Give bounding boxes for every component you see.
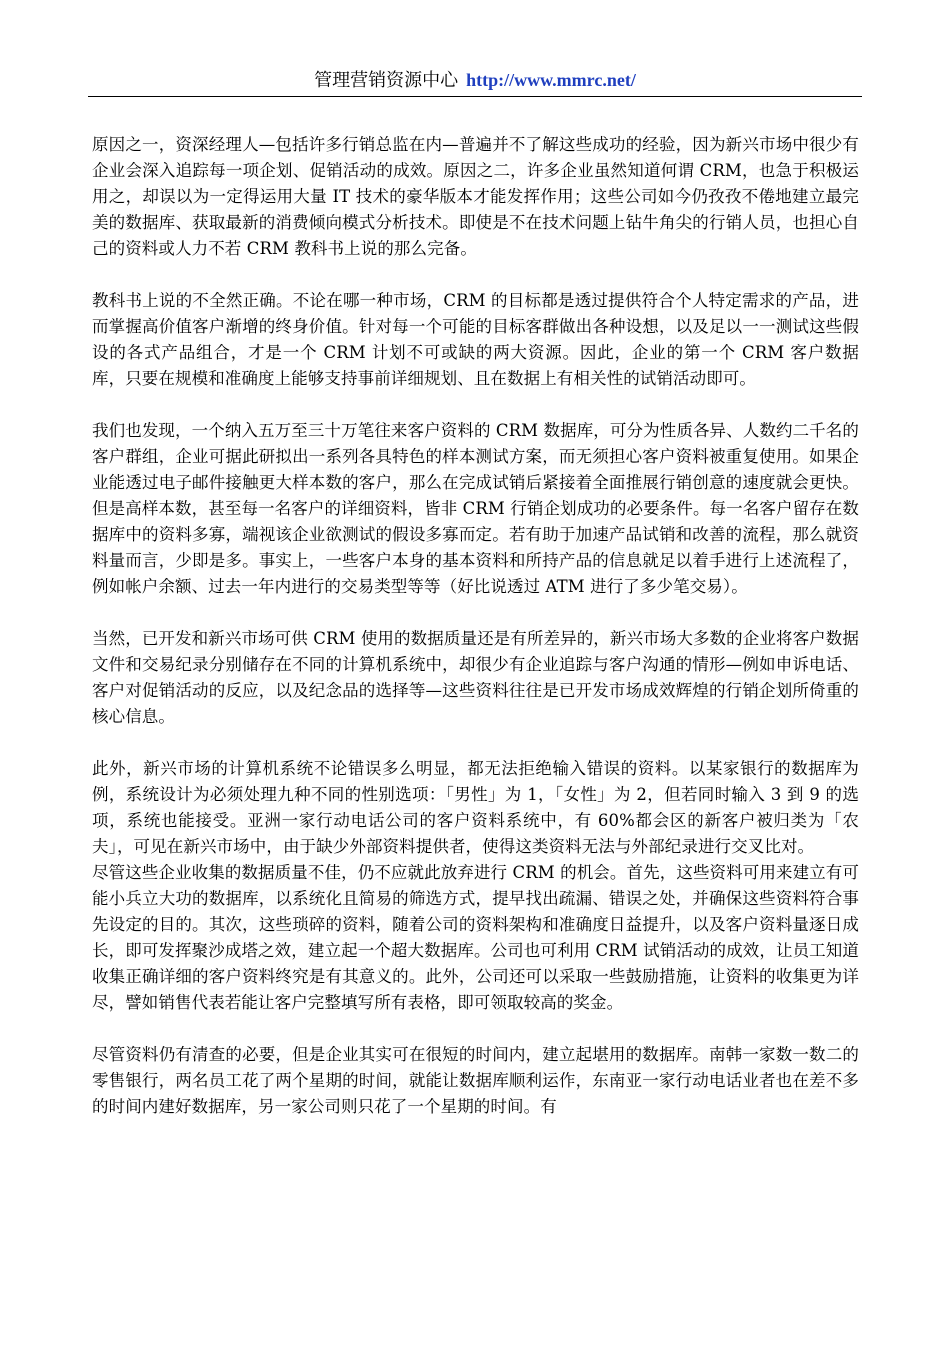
document-body (92, 132, 859, 1120)
site-url-link[interactable]: http://www.mmrc.net/ (466, 70, 636, 90)
paragraph-7: 尽管资料仍有清查的必要，但是企业其实可在很短的时间内，建立起堪用的数据库。南韩一家数一数二的零售银行，两名员工花了两个星期的时间，就能让数据库顺利运作，东南亚一家行动电话业者也在差不多的时间内建好数据库，另一家公司则只花了一个星期的时间。有 (92, 1045, 859, 1116)
page-header (88, 64, 862, 96)
site-name: 管理营销资源中心 (314, 70, 459, 91)
paragraph-2: 教科书上说的不全然正确。不论在哪一种市场，CRM 的目标都是透过提供符合个人特定需求的产品，进而掌握高价值客户渐增的终身价值。针对每一个可能的目标客群做出各种设想，以及足以一一测试这些假设的各式产品组合，才是一个 CRM 计划不可或缺的两大资源。因此，企业的第一个 CRM 客户数据库，只要在规模和准确度上能够支持事前详细规划、且在数据上有相关性的试销活动即可。 (92, 291, 859, 388)
paragraph-6: 尽管这些企业收集的数据质量不佳，仍不应就此放弃进行 CRM 的机会。首先，这些资料可用来建立有可能小兵立大功的数据库，以系统化且简易的筛选方式，提早找出疏漏、错误之处，并确保这些资料符合事先设定的目的。其次，这些琐碎的资料，随着公司的资料架构和准确度日益提升，以及客户资料量逐日成长，即可发挥聚沙成塔之效，建立起一个超大数据库。公司也可利用 CRM 试销活动的成效，让员工知道收集正确详细的客户资料终究是有其意义的。此外，公司还可以采取一些鼓励措施，让资料的收集更为详尽，譬如销售代表若能让客户完整填写所有表格，即可领取较高的奖金。 (92, 863, 859, 1012)
header-divider (88, 96, 862, 97)
paragraph-4: 当然，已开发和新兴市场可供 CRM 使用的数据质量还是有所差异的，新兴市场大多数的企业将客户数据文件和交易纪录分别储存在不同的计算机系统中，却很少有企业追踪与客户沟通的情形—例如申诉电话、客户对促销活动的反应，以及纪念品的选择等—这些资料往往是已开发市场成效辉煌的行销企划所倚重的核心信息。 (92, 629, 859, 726)
paragraph-1: 原因之一，资深经理人—包括许多行销总监在内—普遍并不了解这些成功的经验，因为新兴市场中很少有企业会深入追踪每一项企划、促销活动的成效。原因之二，许多企业虽然知道何谓 CRM，也急于积极运用之，却误以为一定得运用大量 IT 技术的豪华版本才能发挥作用；这些公司如今仍孜孜不倦地建立最完美的数据库、获取最新的消费倾向模式分析技术。即使是不在技术问题上钻牛角尖的行销人员，也担心自己的资料或人力不若 CRM 教科书上说的那么完备。 (92, 135, 859, 258)
paragraph-3: 我们也发现，一个纳入五万至三十万笔往来客户资料的 CRM 数据库，可分为性质各异、人数约二千名的客户群组，企业可据此研拟出一系列各具特色的样本测试方案，而无须担心客户资料被重复使用。如果企业能透过电子邮件接触更大样本数的客户，那么在完成试销后紧接着全面推展行销创意的速度就会更快。但是高样本数，甚至每一名客户的详细资料，皆非 CRM 行销企划成功的必要条件。每一名客户留存在数据库中的资料多寡，端视该企业欲测试的假设多寡而定。若有助于加速产品试销和改善的流程，那么就资料量而言，少即是多。事实上，一些客户本身的基本资料和所持产品的信息就足以着手进行上述流程了，例如帐户余额、过去一年内进行的交易类型等等（好比说透过 ATM 进行了多少笔交易）。 (92, 421, 859, 596)
paragraph-5: 此外，新兴市场的计算机系统不论错误多么明显，都无法拒绝输入错误的资料。以某家银行的数据库为例，系统设计为必须处理九种不同的性别选项：「男性」为 1，「女性」为 2，但若同时输入 3 到 9 的选项，系统也能接受。亚洲一家行动电话公司的客户资料系统中，有 60%都会区的新客户被归类为「农夫」，可见在新兴市场中，由于缺少外部资料提供者，使得这类资料无法与外部纪录进行交叉比对。 (92, 759, 859, 856)
